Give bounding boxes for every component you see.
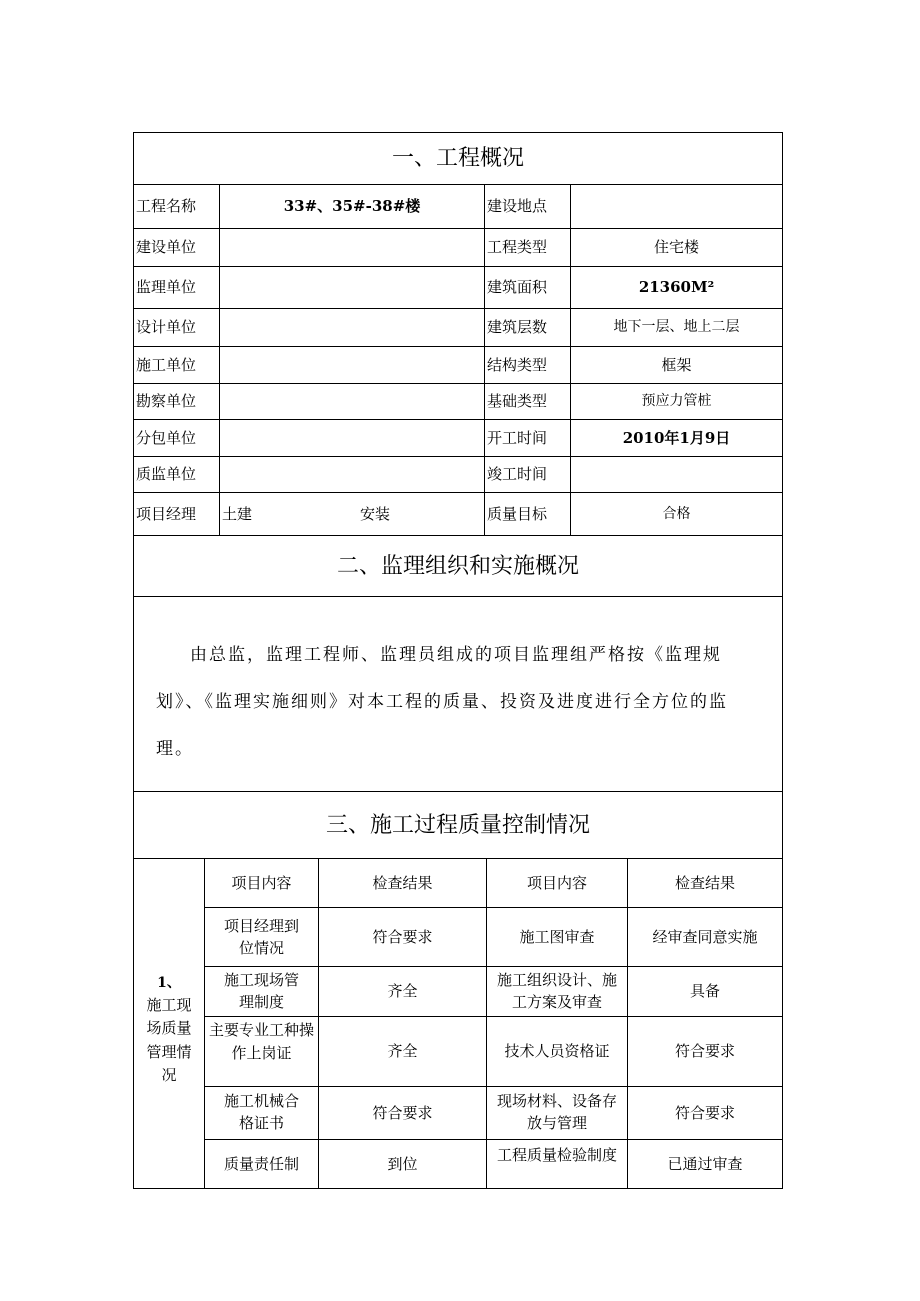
- value-civil: 土建: [222, 504, 253, 523]
- check-item: 施工组织设计、施工方案及审查: [496, 970, 617, 1011]
- check-item: 施工机械合格证书: [223, 1092, 299, 1132]
- header-item-content-2: 项目内容: [526, 873, 587, 892]
- label-owner: 建设单位: [136, 238, 197, 257]
- value-completion-date: [571, 457, 782, 492]
- check-result: 符合要求: [372, 1103, 433, 1122]
- check-item: 主要专业工种操作上岗证: [208, 1021, 314, 1062]
- label-structure: 结构类型: [487, 355, 548, 374]
- value-survey: [220, 384, 484, 419]
- label-survey: 勘察单位: [136, 392, 197, 411]
- label-subcontractor: 分包单位: [136, 428, 197, 447]
- label-project-type: 工程类型: [487, 238, 548, 257]
- header-check-result-2: 检查结果: [674, 873, 735, 892]
- value-structure: 框架: [661, 355, 692, 374]
- value-subcontractor: [220, 420, 484, 456]
- value-quality-target: 合格: [662, 505, 691, 522]
- check-item: 质量责任制: [223, 1155, 299, 1174]
- check-result: 符合要求: [372, 927, 433, 946]
- check-item: 现场材料、设备存放与管理: [496, 1092, 617, 1132]
- section-3-title: 三、施工过程质量控制情况: [325, 812, 590, 838]
- value-designer: [220, 309, 484, 346]
- label-project-name: 工程名称: [136, 197, 197, 216]
- value-project-name: 33#、35#-38#楼: [283, 197, 421, 216]
- value-project-type: 住宅楼: [653, 238, 699, 257]
- value-supervisor: [220, 267, 484, 308]
- value-owner: [220, 229, 484, 266]
- check-item: 工程质量检验制度: [496, 1145, 617, 1164]
- check-result: 已通过审查: [667, 1155, 743, 1174]
- check-result: 齐全: [387, 1042, 418, 1061]
- check-item: 项目经理到位情况: [223, 916, 299, 957]
- value-site: [571, 185, 782, 228]
- check-result: 到位: [387, 1155, 418, 1174]
- label-quality-target: 质量目标: [487, 504, 548, 523]
- check-result: 符合要求: [674, 1103, 735, 1122]
- check-item: 施工图审查: [519, 927, 595, 946]
- label-supervisor: 监理单位: [136, 278, 197, 297]
- check-item: 施工现场管理制度: [223, 970, 299, 1011]
- check-item: 技术人员资格证: [504, 1042, 610, 1061]
- value-foundation: 预应力管桩: [641, 393, 712, 409]
- group-title: 施工现场质量管理情况: [146, 996, 192, 1084]
- value-floors: 地下一层、地上二层: [613, 319, 740, 335]
- label-contractor: 施工单位: [136, 355, 197, 374]
- section-2-title: 二、监理组织和实施概况: [336, 553, 579, 579]
- header-check-result: 检查结果: [372, 873, 433, 892]
- label-area: 建筑面积: [487, 278, 548, 297]
- value-contractor: [220, 347, 484, 383]
- group-label: [134, 975, 204, 1085]
- check-result: 符合要求: [674, 1042, 735, 1061]
- check-result: 齐全: [387, 982, 418, 1001]
- check-result: 经审查同意实施: [652, 927, 758, 946]
- section-1-title: 一、工程概况: [391, 146, 524, 171]
- value-quality-supervision: [220, 457, 484, 492]
- value-area: 21360M²: [638, 278, 715, 297]
- rule: [133, 596, 783, 597]
- label-floors: 建筑层数: [487, 318, 548, 337]
- label-site: 建设地点: [487, 197, 548, 216]
- label-foundation: 基础类型: [487, 392, 548, 411]
- value-start-date: 2010年1月9日: [622, 428, 731, 447]
- group-number: 1、: [157, 975, 181, 991]
- label-designer: 设计单位: [136, 318, 197, 337]
- label-project-manager: 项目经理: [136, 504, 197, 523]
- label-quality-supervision: 质监单位: [136, 465, 197, 484]
- supervision-paragraph: 由总监，监理工程师、监理员组成的项目监理组严格按《监理规划》、《监理实施细则》对本工程的质量、投资及进度进行全方位的监理。: [156, 645, 728, 759]
- value-install: 安装: [359, 504, 390, 523]
- header-item-content: 项目内容: [231, 873, 292, 892]
- label-completion-date: 竣工时间: [487, 465, 548, 484]
- label-start-date: 开工时间: [487, 428, 548, 447]
- check-result: 具备: [689, 982, 720, 1001]
